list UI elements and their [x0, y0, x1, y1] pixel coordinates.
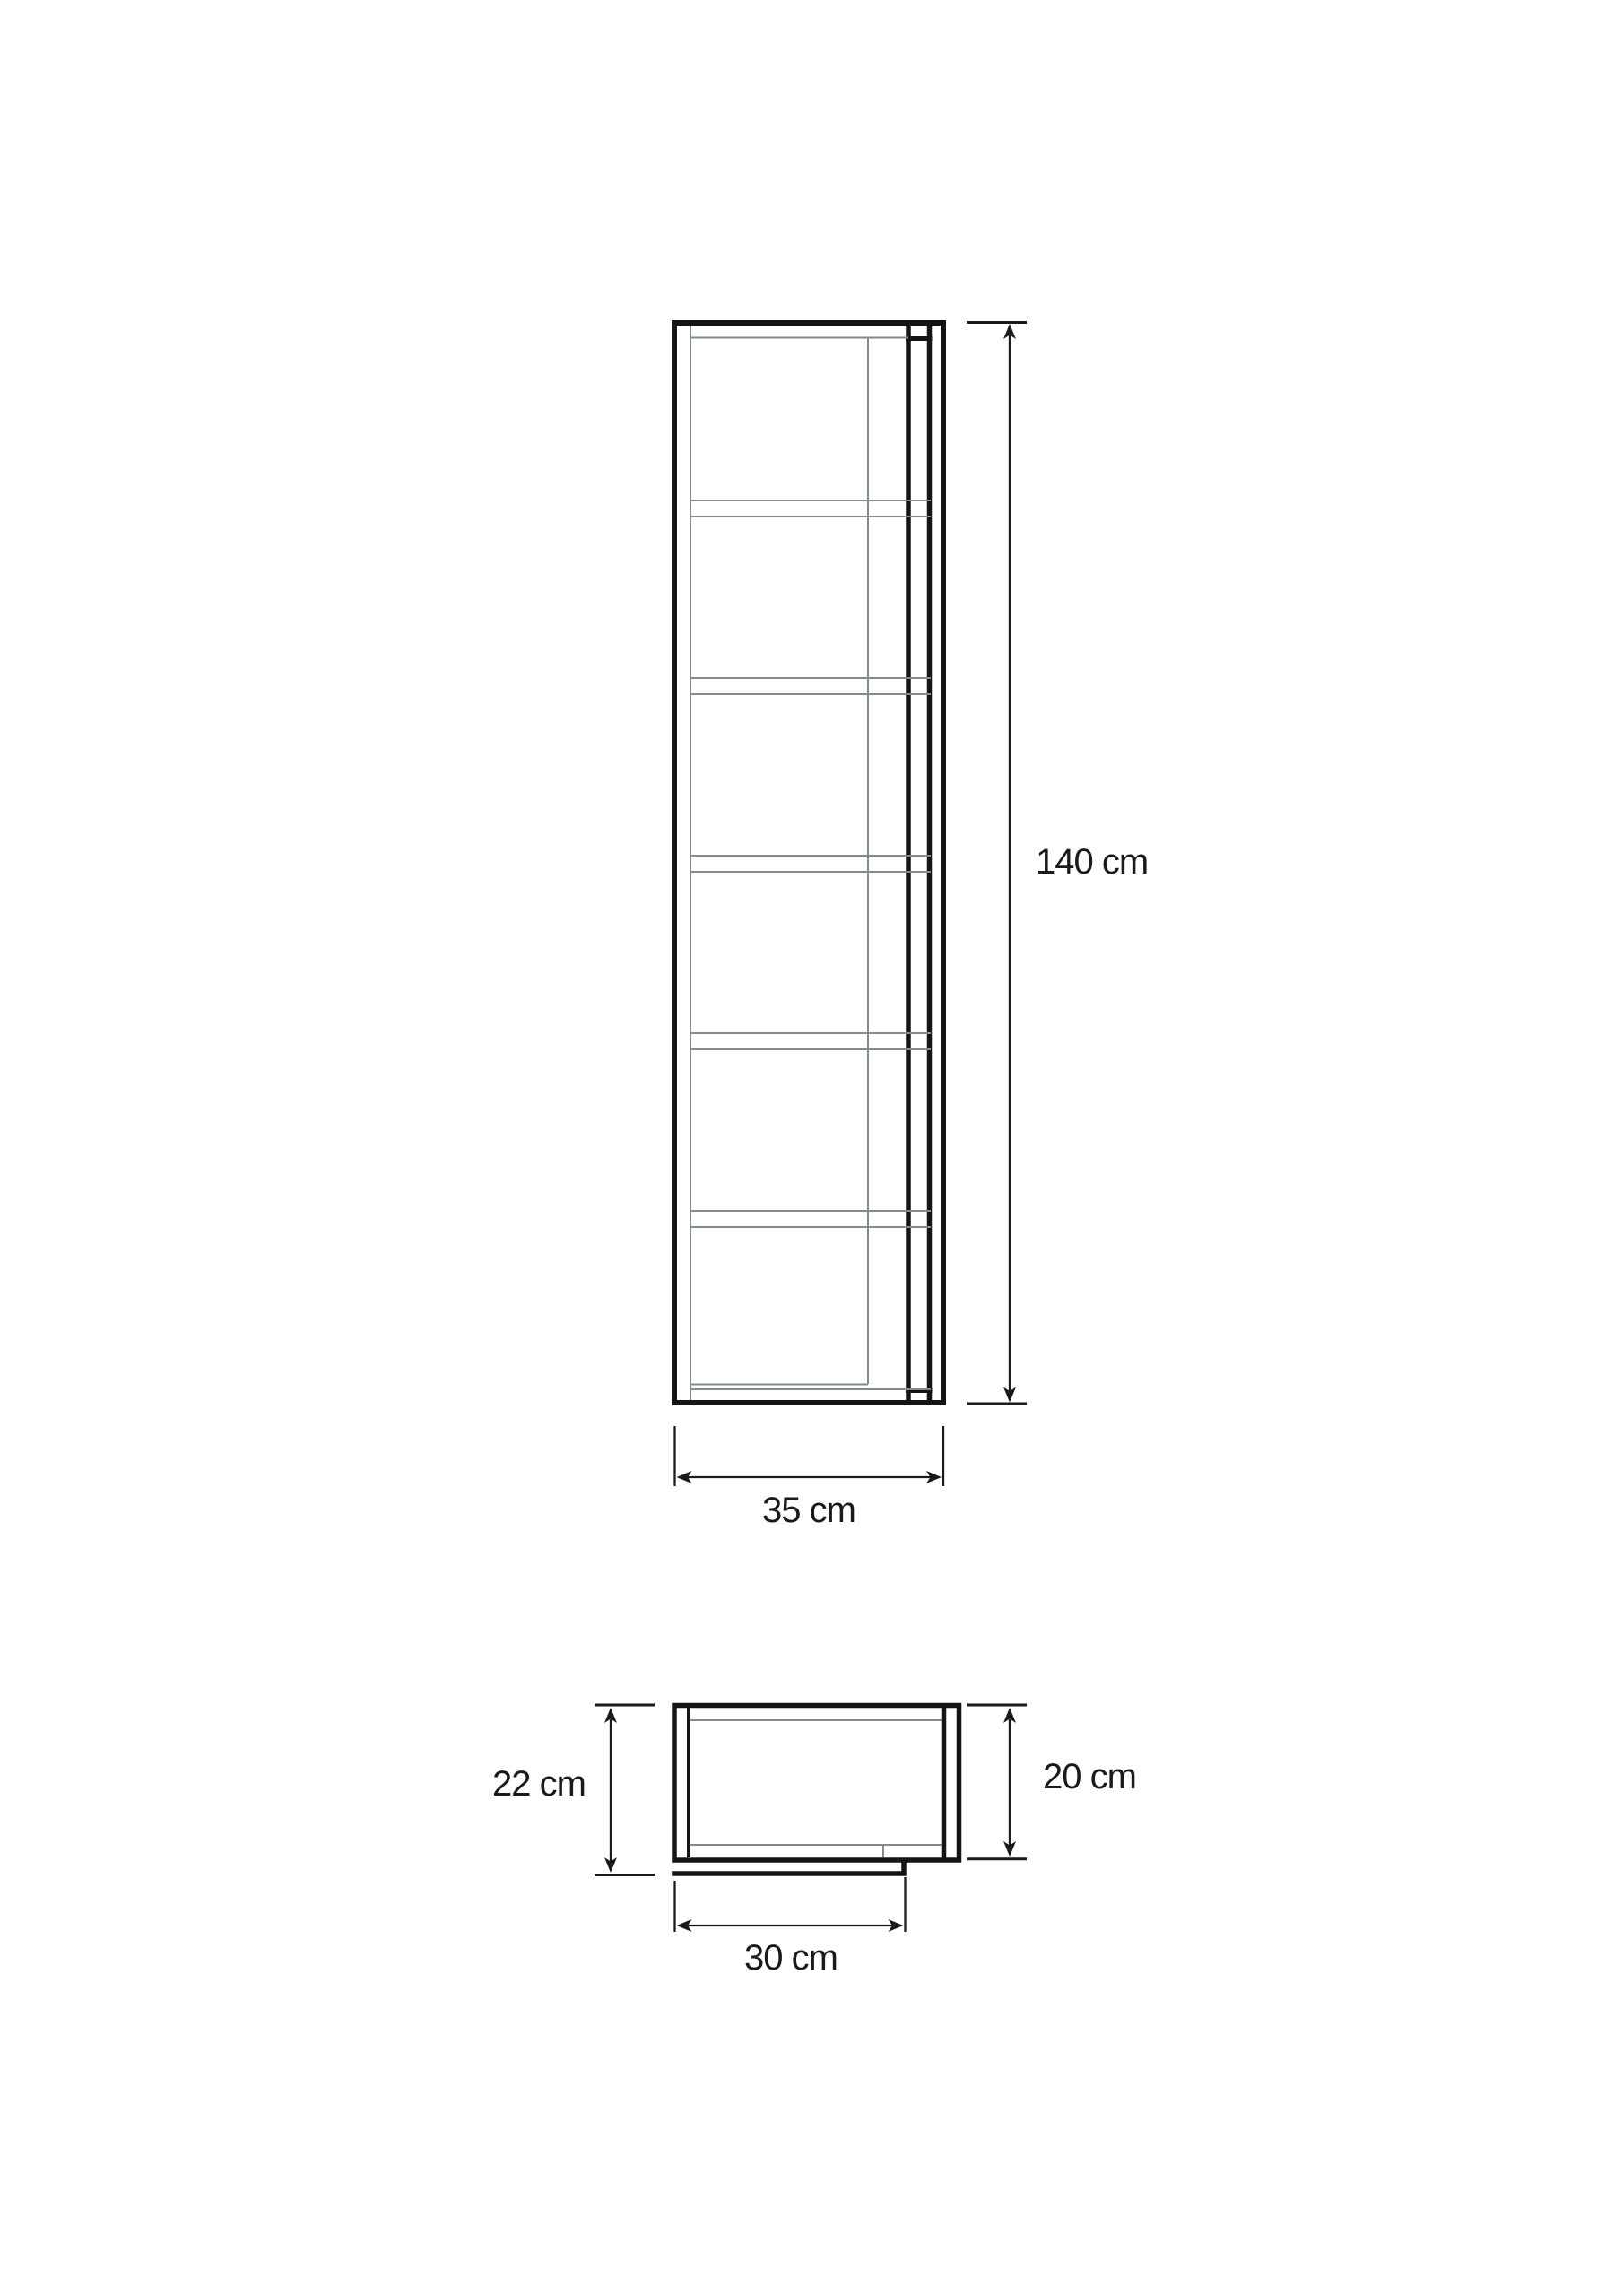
- bottom-depth-dimension: [675, 1877, 906, 1978]
- section-view-outline: [674, 1706, 959, 1861]
- inner-depth-label: 20 cm: [1043, 1757, 1136, 1796]
- bottom-depth-label: 30 cm: [744, 1938, 838, 1978]
- width-dimension-label: 35 cm: [762, 1491, 855, 1530]
- height-dimension-label: 140 cm: [1036, 842, 1149, 882]
- front-view: [674, 323, 943, 1403]
- section-view: [672, 1703, 959, 1876]
- inner-depth-dimension: [967, 1705, 1136, 1859]
- overall-depth-dimension: [492, 1705, 655, 1875]
- section-view-interior-lines: [690, 1720, 942, 1857]
- height-dimension: [967, 323, 1148, 1405]
- overall-depth-label: 22 cm: [492, 1764, 586, 1804]
- front-view-cabinet-outline: [674, 323, 943, 1403]
- front-view-door-strip: [906, 323, 933, 1403]
- width-dimension: [675, 1426, 944, 1530]
- front-view-interior-lines: [690, 326, 931, 1400]
